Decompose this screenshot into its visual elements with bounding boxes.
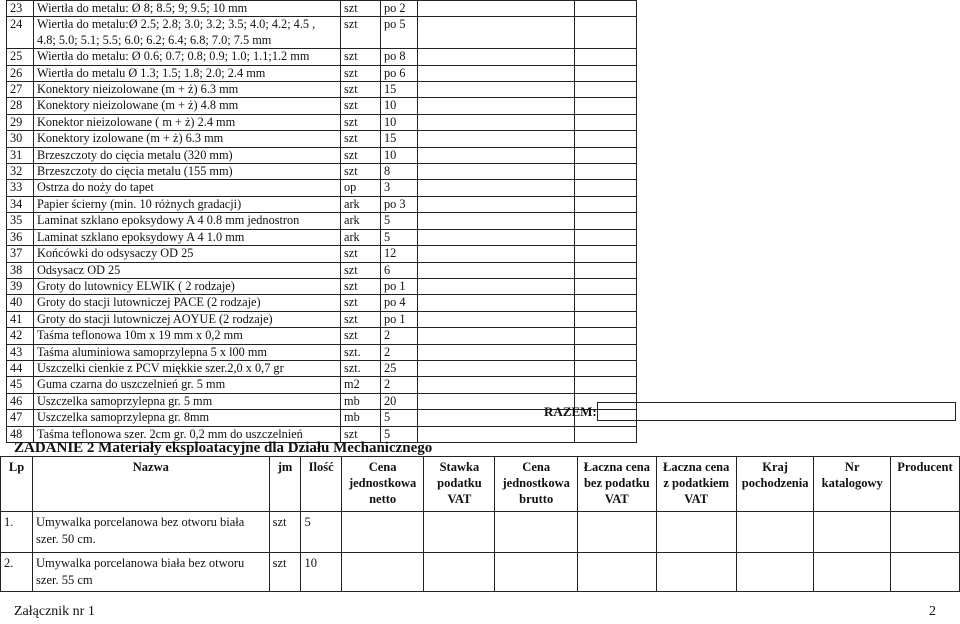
row-number: 35 [7, 213, 34, 229]
item-name [34, 82, 341, 98]
item-quantity: 15 [381, 82, 418, 98]
row-number: 26 [7, 65, 34, 81]
item-name [34, 393, 341, 409]
item-quantity: 12 [381, 246, 418, 262]
item-name [34, 17, 341, 49]
empty-cell [495, 553, 578, 592]
row-number: 42 [7, 328, 34, 344]
empty-cell [418, 114, 575, 130]
table-row [7, 164, 637, 180]
table-row [7, 410, 637, 426]
item-quantity: po 3 [381, 196, 418, 212]
empty-cell [418, 262, 575, 278]
item-name [34, 1, 341, 17]
empty-cell [341, 512, 424, 553]
column-header: Nr katalogowy [814, 457, 890, 512]
item-quantity: po 5 [381, 17, 418, 49]
row-number: 40 [7, 295, 34, 311]
item-name [34, 98, 341, 114]
footer-attachment-label: Załącznik nr 1 [14, 604, 95, 619]
item-unit: szt [341, 82, 381, 98]
row-number: 41 [7, 311, 34, 327]
item-name [34, 246, 341, 262]
row-number: 28 [7, 98, 34, 114]
row-number: 47 [7, 410, 34, 426]
empty-cell [418, 213, 575, 229]
item-unit: ark [341, 213, 381, 229]
item-unit: szt [341, 262, 381, 278]
empty-cell [575, 344, 637, 360]
item-name [34, 229, 341, 245]
table-row [7, 196, 637, 212]
empty-cell [575, 164, 637, 180]
empty-cell [736, 512, 814, 553]
item-name-line: 4.8; 5.0; 5.1; 5.5; 6.0; 6.2; 6.4; 6.8; 7.0; 7.5 mm [37, 32, 272, 47]
column-header: Producent [890, 457, 959, 512]
item-name [34, 196, 341, 212]
item-name-line: Wiertła do metalu:Ø 2.5; 2.8; 3.0; 3.2; 3.5; 4.0; 4.2; 4.5 , [37, 17, 316, 32]
item-name [34, 65, 341, 81]
row-number: 29 [7, 114, 34, 130]
materials-table [6, 0, 637, 443]
table-row [7, 328, 637, 344]
item-unit: szt [341, 426, 381, 442]
page-number: 2 [929, 604, 936, 619]
table-row [7, 344, 637, 360]
table-row [7, 131, 637, 147]
item-quantity: 10 [381, 98, 418, 114]
column-header: Łaczna cena bez podatku VAT [577, 457, 656, 512]
empty-cell [575, 377, 637, 393]
row-number: 31 [7, 147, 34, 163]
table-row [7, 246, 637, 262]
empty-cell [575, 360, 637, 376]
item-unit: szt [341, 49, 381, 65]
row-number: 30 [7, 131, 34, 147]
empty-cell [418, 311, 575, 327]
empty-cell [418, 17, 575, 49]
table-row [7, 49, 637, 65]
table-row [7, 393, 637, 409]
item-unit: ark [341, 196, 381, 212]
empty-cell [341, 553, 424, 592]
item-quantity: 5 [381, 410, 418, 426]
item-unit: szt [341, 328, 381, 344]
item-unit: szt. [341, 344, 381, 360]
item-name: Umywalka porcelanowa biała bez otworu szer. 55 cm [33, 553, 270, 592]
item-quantity: po 1 [381, 278, 418, 294]
empty-cell [575, 278, 637, 294]
item-name-line: Groty do stacji lutowniczej PACE (2 rodzaje) [37, 295, 261, 310]
table-row [7, 65, 637, 81]
table-row [7, 311, 637, 327]
empty-cell [575, 311, 637, 327]
column-header: jm [269, 457, 301, 512]
item-quantity: 3 [381, 180, 418, 196]
empty-cell [418, 246, 575, 262]
empty-cell [575, 65, 637, 81]
empty-cell [575, 131, 637, 147]
row-number: 27 [7, 82, 34, 98]
row-number: 24 [7, 17, 34, 49]
row-number: 37 [7, 246, 34, 262]
item-quantity: 10 [301, 553, 341, 592]
item-quantity: 20 [381, 393, 418, 409]
item-quantity: po 2 [381, 1, 418, 17]
empty-cell [575, 196, 637, 212]
empty-cell [575, 213, 637, 229]
empty-cell [656, 512, 736, 553]
empty-cell [418, 164, 575, 180]
row-number: 32 [7, 164, 34, 180]
item-name-line: Uszczelka samoprzylepna gr. 8mm [37, 410, 210, 425]
empty-cell [575, 229, 637, 245]
row-number: 2. [1, 553, 33, 592]
item-name [34, 147, 341, 163]
empty-cell [418, 344, 575, 360]
empty-cell [575, 114, 637, 130]
item-name-line: Odsysacz OD 25 [37, 262, 121, 277]
item-name [34, 295, 341, 311]
item-name-line: Taśma aluminiowa samoprzylepna 5 x l00 mm [37, 344, 267, 359]
item-quantity: 10 [381, 114, 418, 130]
item-name [34, 278, 341, 294]
item-name-line: Wiertła do metalu Ø 1.3; 1.5; 1.8; 2.0; 2.4 mm [37, 65, 266, 80]
empty-cell [424, 512, 495, 553]
item-quantity: po 6 [381, 65, 418, 81]
item-name [34, 114, 341, 130]
empty-cell [575, 295, 637, 311]
empty-cell [418, 49, 575, 65]
item-unit: szt [341, 17, 381, 49]
item-name-line: Konektory nieizolowane (m + ż) 4.8 mm [37, 98, 239, 113]
empty-cell [575, 1, 637, 17]
empty-cell [418, 180, 575, 196]
row-number: 38 [7, 262, 34, 278]
empty-cell [418, 278, 575, 294]
item-name-line: Papier ścierny (min. 10 różnych gradacji) [37, 196, 242, 211]
item-name [34, 377, 341, 393]
empty-cell [575, 17, 637, 49]
table-row [7, 262, 637, 278]
item-quantity: po 1 [381, 311, 418, 327]
empty-cell [418, 328, 575, 344]
empty-cell [575, 49, 637, 65]
item-name-line: Końcówki do odsysaczy OD 25 [37, 246, 194, 261]
item-unit: szt [341, 295, 381, 311]
table-row [7, 295, 637, 311]
item-unit: szt [341, 65, 381, 81]
item-quantity: 8 [381, 164, 418, 180]
empty-cell [418, 98, 575, 114]
item-unit: m2 [341, 377, 381, 393]
table-row [7, 17, 637, 49]
row-number: 25 [7, 49, 34, 65]
item-quantity: 5 [381, 426, 418, 442]
item-name [34, 49, 341, 65]
empty-cell [418, 147, 575, 163]
empty-cell [575, 426, 637, 442]
item-quantity: po 4 [381, 295, 418, 311]
item-name [34, 410, 341, 426]
item-name: Umywalka porcelanowa bez otworu biała szer. 50 cm. [33, 512, 270, 553]
item-name [34, 262, 341, 278]
empty-cell [575, 147, 637, 163]
item-name-line: Groty do lutownicy ELWIK ( 2 rodzaje) [37, 278, 235, 293]
table-row [7, 114, 637, 130]
item-name [34, 131, 341, 147]
item-name-line: Wiertła do metalu: Ø 0.6; 0.7; 0.8; 0.9; 1.0; 1.1;1.2 mm [37, 49, 310, 64]
item-quantity: 2 [381, 377, 418, 393]
table-row [7, 180, 637, 196]
row-number: 34 [7, 196, 34, 212]
table-row [7, 82, 637, 98]
table-row [7, 360, 637, 376]
empty-cell [814, 512, 890, 553]
item-unit: szt [341, 147, 381, 163]
column-header: Ilość [301, 457, 341, 512]
item-unit: szt [341, 311, 381, 327]
item-name [34, 180, 341, 196]
row-number: 43 [7, 344, 34, 360]
item-quantity: 15 [381, 131, 418, 147]
empty-cell [418, 295, 575, 311]
item-unit: szt [341, 98, 381, 114]
empty-cell [418, 360, 575, 376]
table-row [7, 377, 637, 393]
table-row [1, 512, 960, 553]
item-quantity: 25 [381, 360, 418, 376]
empty-cell [418, 377, 575, 393]
empty-cell [575, 82, 637, 98]
item-name-line: Taśma teflonowa szer. 2cm gr. 0,2 mm do uszczelnień [37, 426, 303, 441]
item-quantity: 2 [381, 344, 418, 360]
item-unit: szt [341, 114, 381, 130]
item-name [34, 213, 341, 229]
item-name-line: Konektory nieizolowane (m + ż) 6.3 mm [37, 82, 239, 97]
item-name [34, 164, 341, 180]
item-quantity: 5 [301, 512, 341, 553]
item-name-line: Laminat szklano epoksydowy A 4 0.8 mm jednostron [37, 213, 300, 228]
item-name [34, 328, 341, 344]
item-unit: szt [341, 1, 381, 17]
item-name [34, 344, 341, 360]
empty-cell [575, 246, 637, 262]
column-header: Stawka podatku VAT [424, 457, 495, 512]
item-unit: szt [341, 246, 381, 262]
item-name-line: Taśma teflonowa 10m x 19 mm x 0,2 mm [37, 328, 243, 343]
item-name [34, 311, 341, 327]
column-header: Nazwa [33, 457, 270, 512]
empty-cell [424, 553, 495, 592]
table-row [7, 213, 637, 229]
item-quantity: 5 [381, 229, 418, 245]
item-name-line: Laminat szklano epoksydowy A 4 1.0 mm [37, 229, 245, 244]
row-number: 1. [1, 512, 33, 553]
razem-total-box [597, 402, 956, 421]
column-header: Kraj pochodzenia [736, 457, 814, 512]
item-name-line: Uszczelka samoprzylepna gr. 5 mm [37, 393, 213, 408]
table-row [1, 553, 960, 592]
razem-label: RAZEM: [544, 404, 597, 419]
empty-cell [418, 82, 575, 98]
empty-cell [418, 131, 575, 147]
item-quantity: 5 [381, 213, 418, 229]
table-row [7, 229, 637, 245]
item-unit: szt [269, 553, 301, 592]
table-row [7, 98, 637, 114]
empty-cell [418, 196, 575, 212]
empty-cell [418, 1, 575, 17]
empty-cell [736, 553, 814, 592]
item-quantity: 2 [381, 328, 418, 344]
item-unit: szt [341, 164, 381, 180]
item-name-line: Wiertła do metalu: Ø 8; 8.5; 9; 9.5; 10 mm [37, 1, 248, 15]
column-header: Lp [1, 457, 33, 512]
item-unit: ark [341, 229, 381, 245]
empty-cell [575, 328, 637, 344]
item-name-line: Brzeszczoty do cięcia metalu (155 mm) [37, 164, 233, 179]
row-number: 45 [7, 377, 34, 393]
item-quantity: po 8 [381, 49, 418, 65]
row-number: 39 [7, 278, 34, 294]
item-name-line: Groty do stacji lutowniczej AOYUE (2 rodzaje) [37, 311, 273, 326]
empty-cell [814, 553, 890, 592]
empty-cell [656, 553, 736, 592]
item-unit: szt [269, 512, 301, 553]
item-name-line: Konektor nieizolowane ( m + ż) 2.4 mm [37, 114, 236, 129]
item-unit: mb [341, 410, 381, 426]
empty-cell [890, 512, 959, 553]
item-name-line: Guma czarna do uszczelnień gr. 5 mm [37, 377, 226, 392]
item-unit: szt [341, 278, 381, 294]
table-row [7, 147, 637, 163]
item-name-line: Ostrza do noży do tapet [37, 180, 154, 195]
item-name-line: Brzeszczoty do cięcia metalu (320 mm) [37, 147, 233, 162]
empty-cell [577, 553, 656, 592]
section2-title: ZADANIE 2 Materiały eksploatacyjne dla Działu Mechanicznego [14, 440, 433, 456]
item-quantity: 6 [381, 262, 418, 278]
column-header: Cena jednostkowa netto [341, 457, 424, 512]
section2-table [0, 456, 960, 592]
row-number: 23 [7, 1, 34, 17]
item-unit: op [341, 180, 381, 196]
empty-cell [495, 512, 578, 553]
item-quantity: 10 [381, 147, 418, 163]
table-row [7, 1, 637, 17]
empty-cell [575, 98, 637, 114]
column-header: Łaczna cena z podatkiem VAT [656, 457, 736, 512]
empty-cell [418, 65, 575, 81]
empty-cell [575, 262, 637, 278]
empty-cell [575, 180, 637, 196]
table-row [7, 278, 637, 294]
row-number: 44 [7, 360, 34, 376]
item-name [34, 360, 341, 376]
row-number: 48 [7, 426, 34, 442]
item-name-line: Uszczelki cienkie z PCV miękkie szer.2,0 x 0,7 gr [37, 360, 284, 375]
item-unit: szt [341, 131, 381, 147]
row-number: 36 [7, 229, 34, 245]
empty-cell [577, 512, 656, 553]
item-unit: mb [341, 393, 381, 409]
column-header: Cena jednostkowa brutto [495, 457, 578, 512]
row-number: 46 [7, 393, 34, 409]
item-unit: szt. [341, 360, 381, 376]
empty-cell [418, 426, 575, 442]
item-name-line: Konektory izolowane (m + ż) 6.3 mm [37, 131, 224, 146]
row-number: 33 [7, 180, 34, 196]
empty-cell [890, 553, 959, 592]
empty-cell [418, 229, 575, 245]
